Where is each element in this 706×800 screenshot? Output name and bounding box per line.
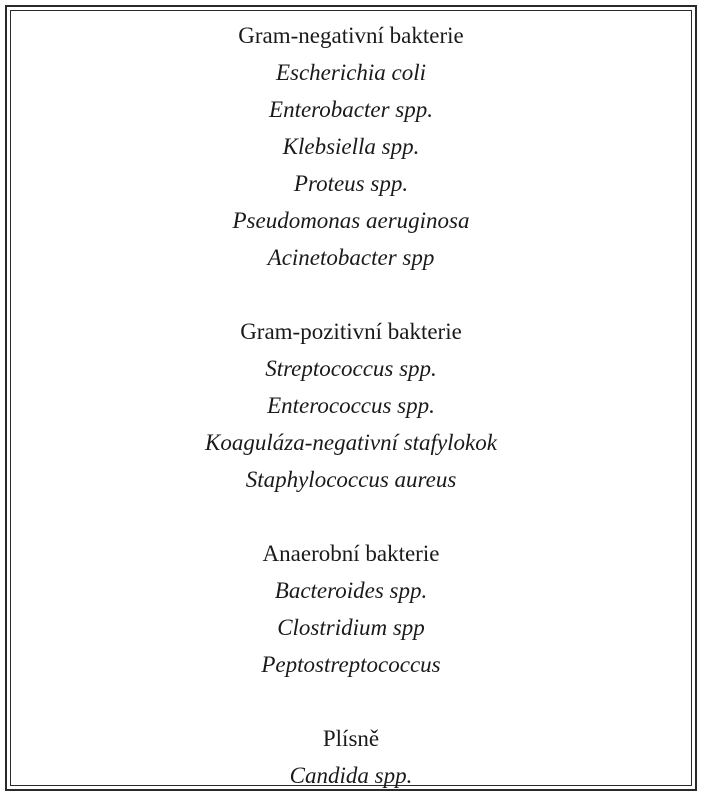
species-item: Pseudomonas aeruginosa — [232, 208, 470, 233]
species-item: Staphylococcus aureus — [245, 467, 457, 492]
species-item: Proteus spp. — [293, 171, 409, 196]
species-item: Enterococcus spp. — [267, 393, 435, 418]
species-item: Candida spp. — [289, 763, 413, 788]
species-item: Klebsiella spp. — [282, 134, 420, 159]
table-frame — [5, 5, 697, 791]
group-fungi — [7, 720, 695, 794]
species-item: Escherichia coli — [275, 60, 427, 85]
group-heading: Gram-negativní bakterie — [238, 23, 464, 48]
species-item: Bacteroides spp. — [274, 578, 428, 603]
group-gram-negative — [7, 17, 695, 276]
species-item: Clostridium spp — [277, 615, 425, 640]
species-item: Enterobacter spp. — [269, 97, 433, 122]
organism-list — [7, 17, 695, 794]
species-item: Streptococcus spp. — [265, 356, 437, 381]
group-gram-positive — [7, 313, 695, 498]
species-item: Koaguláza-negativní stafylokok — [205, 430, 497, 455]
group-heading: Gram-pozitivní bakterie — [240, 319, 462, 344]
group-heading: Plísně — [322, 726, 380, 751]
species-item: Peptostreptococcus — [261, 652, 441, 677]
species-item: Acinetobacter spp — [267, 245, 435, 270]
group-anaerobic — [7, 535, 695, 683]
group-heading: Anaerobní bakterie — [262, 541, 440, 566]
